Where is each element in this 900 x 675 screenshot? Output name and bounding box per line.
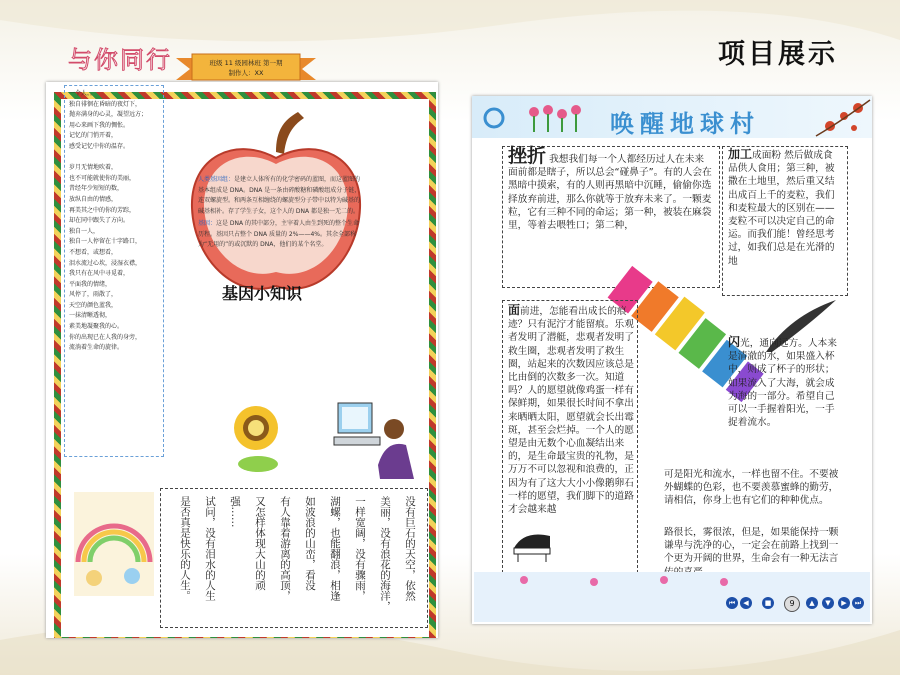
banner-class: 班级 11 级园林班 第一期	[209, 59, 283, 67]
process-text: 成面粉 然后做成食品供人食用；第三种，被撒在土地里，然后重又结出成百上千的麦粒，我们和麦粒最大的区别在——麦粒不可以决定自己的命运。而我们能！曾经思考过，如我们总是在光滑的地	[728, 150, 835, 267]
poem-line: 岁月无情地吹着，	[69, 164, 118, 172]
first-page-button[interactable]: ⏮	[726, 597, 738, 609]
rainbow-cartoon-icon	[74, 492, 154, 596]
frustration-title: 挫折	[508, 145, 547, 167]
vertical-text-column: 没有巨石的天空，依然	[404, 496, 416, 601]
previous-page-button[interactable]: ◀	[740, 597, 752, 609]
gene-knowledge-text	[198, 175, 362, 251]
poem-line: 独自一人，	[69, 227, 100, 235]
poem-line: 独自徘徊在昏暗的夜灯下，	[69, 100, 142, 108]
vertical-text-column: 有人靠着游离的高顶，	[279, 496, 291, 601]
poem-line: 却在同中跟失了方向。	[69, 217, 130, 225]
genome-text: 是建立人体所有的化学密码的蓝图，而这蓝图的基本组成是 DNA。DNA 是一条由碎酸糖和磷酸组成分子链，连双螺旋型。和两条互相缠绕的螺旋型分子带中以特为碱基的碱基相补。存了学生子女，这个人的 DNA 都是独一无二的。	[198, 176, 361, 215]
middle-title: 面	[508, 303, 521, 317]
home-button[interactable]: ■	[762, 597, 774, 609]
page-number: 9	[784, 596, 800, 612]
poem-line: 放纵自由的情感，	[69, 195, 118, 203]
poem-line: 感受记忆中你的温存。	[69, 142, 130, 150]
vertical-text-column: 如波浪的山峦，看没	[304, 496, 316, 591]
page-title: 项目展示	[718, 39, 838, 70]
middle-text-block	[508, 304, 634, 516]
maple-leaves-icon	[810, 96, 872, 140]
poem-line: 昔经年少短短的数，	[69, 185, 124, 193]
poem-line: 也不可能就使你的美丽，	[69, 174, 136, 182]
poem-line: 风停了，雨散了，	[69, 291, 118, 299]
road-text: 路很长，雾很浓，但是，如果能保持一颗谦卑与洗净的心，一定会在前路上找到一个更为开阔的世界，生命会有一种无法言	[664, 527, 839, 565]
flower-decoration-icon	[474, 98, 594, 138]
process-label: 加工	[728, 147, 753, 161]
flash-title: 闪	[728, 335, 741, 349]
banner-text	[190, 58, 302, 78]
vertical-text-column: 强……	[229, 496, 241, 528]
middle-text: 前进，怎能看出成长的痕迹？只有泥泞才能留痕。乐观者发明了潜艇，悲观者发明了救生圈，悲观者发明了救生圈，站起来的次数因应该总是比由倒的次数多一次。知道吗？人的愿望就像鸡蛋一样有保鲜期，如果很长时间不拿出来晒晒太阳，愿望就会长出霉斑，甚至会烂掉。一个人的愿望是由无数个心血凝结出来的，是生命最宝贵的礼物，是万万不可以忽视和浪费的，正因为有了这大大小小像鹅卵石一样的愿望，我们脚下的道路才会越来越	[508, 306, 634, 516]
hope-text: 可是阳光和流水，一样也留不住。不要被外蝴蝶的色彩，也不要羡慕蜜蜂的勤劳，请相信，你身上也有它们的种种优点。	[664, 469, 839, 507]
sunflower-icon	[224, 400, 294, 480]
poem-line: 独自一人停留在十字路口，	[69, 238, 142, 246]
frustration-text: 我想我们每一个人都经历过人在未来面前都是瞎子，所以总会“碰鼻子”。有的人会在黑暗中摸索，有的人则再黑暗中沉睡，偷偷你选择放弃前进，那么你就等于放弃未来了。一颗麦粒，它有三种不同的命运；第一种，被装在麻袋里，等着去喂牲口；第二种，	[508, 154, 712, 232]
poem-line: 用心来画下我的惆怅。	[69, 121, 130, 129]
poem-line: 素美地凝聚我的心。	[69, 323, 124, 331]
vertical-text-column: 美丽，没有浪花的海洋，	[379, 496, 391, 612]
poem-line: 流淌着生命的旋律。	[69, 344, 124, 352]
poem-line: 天空的颜色蓝我，	[69, 301, 118, 309]
next-page-button[interactable]: ▶	[838, 597, 850, 609]
poem-line: 你的出现已在人我的身旁，	[69, 333, 142, 341]
right-page-title: 唤醒地球村	[610, 109, 760, 138]
gene-knowledge-title: 基因小知识	[222, 284, 303, 303]
banner-author: 制作人：XX	[228, 69, 264, 77]
vertical-text-column: 又怎样体现大山的顽	[254, 496, 266, 591]
poem-line: 抛弃满身的心灵，凝望远方；	[69, 111, 148, 119]
poem-line: 我只有在风中寻觅着，	[69, 270, 130, 278]
vertical-text-column: 湖螺，也能翻浪，相逢	[329, 496, 341, 601]
vertical-text-column: 试问，没有泪水的人生	[204, 496, 216, 601]
flash-text: 光，通向远方。人本来是清澈的水，如果盛入杯中，则成了杯子的形状；如果流入了大海，就会成为海的一部分。希望自己可以一手握着阳光，一手捉着流水。	[728, 338, 837, 429]
poem-box	[64, 85, 164, 457]
poem-line	[69, 153, 159, 164]
last-page-button[interactable]: ⏭	[852, 597, 864, 609]
vertical-text-column: 是否真是快乐的人生。	[179, 496, 191, 601]
poem-line: 平面我的情绪，	[69, 280, 112, 288]
vertical-text-column: 一样宽阔，没有骤雨，	[354, 496, 366, 601]
flash-text-block	[728, 336, 844, 429]
gene-text: 这是 DNA 的其中部分，主宰着人由生到死的整个生命历程。基因只占整个 DNA 质量的 2%——4%。其余全部称为“无用的”的或沉默的 DNA，他们的某个名堂。	[198, 220, 360, 248]
computer-user-icon	[330, 395, 420, 485]
down-button[interactable]: ▼	[822, 597, 834, 609]
poem-line: 一抹清晰透彻，	[69, 312, 112, 320]
poem-line: 不想看，或想看，	[69, 248, 118, 256]
left-page-title: 与你同行	[68, 46, 172, 74]
poem-line: 泪水流过心坎，浸湿衣襟，	[69, 259, 142, 267]
up-button[interactable]: ▲	[806, 597, 818, 609]
genome-label: 人类基因组：	[198, 176, 235, 183]
poem-line: 再美其之中的你的芳踪，	[69, 206, 136, 214]
gene-label: 基因：	[198, 220, 217, 227]
piano-icon	[510, 528, 554, 562]
poem-line: 记忆的门悄开着，	[69, 132, 118, 140]
poem-line: 一个人，。	[69, 90, 97, 97]
